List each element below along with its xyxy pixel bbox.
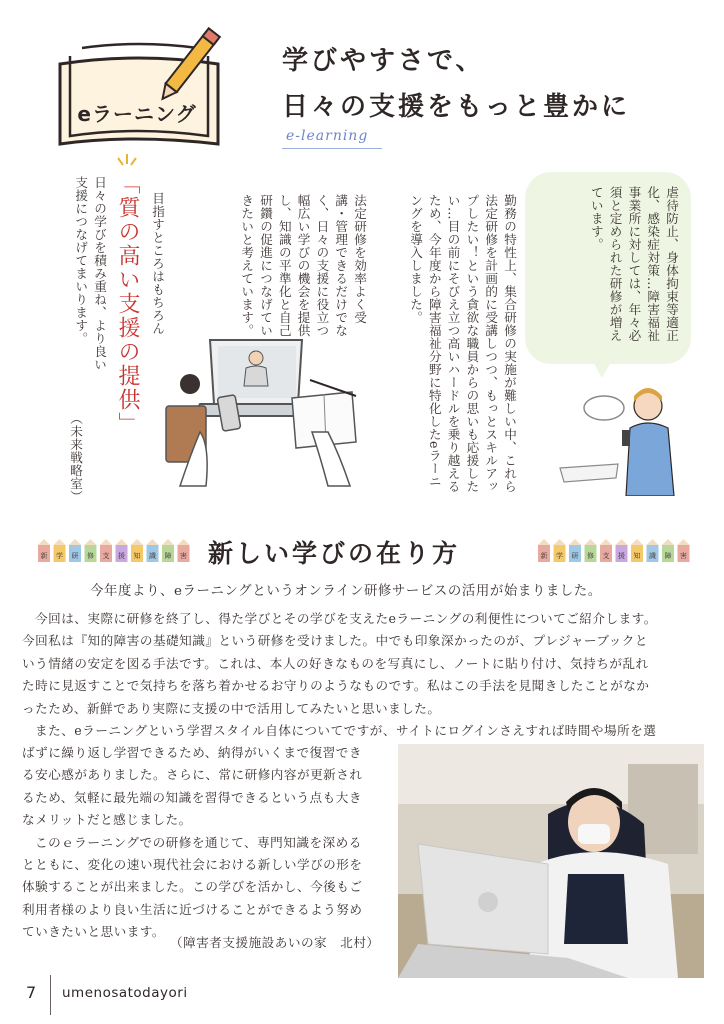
laptop-photo (398, 744, 704, 978)
highlight-quote: 「質の高い支援の提供」 (115, 172, 140, 436)
article2-paragraph1 (22, 608, 712, 742)
pencil-label: 害 (680, 552, 687, 560)
p2-first-line: また、eラーニングという学習スタイル自体についてですが、サイトにログインさえすれば時間や場所を選 (35, 723, 657, 739)
sparkle-icon (114, 152, 140, 170)
p3-line: 体験することが出来ました。この学びを活かし、今後もご (22, 879, 363, 895)
pencil-label: 識 (649, 552, 656, 560)
section-title: 新しい学びの在り方 (208, 539, 461, 568)
page-title-line1: 学びやすさで、 (282, 46, 485, 76)
article1-closing-text: 日々の学びを積み重ね、より良い支援につなげてまいります。 (73, 176, 107, 371)
pencil-tip (538, 539, 550, 545)
pencil-label: 新 (540, 552, 548, 560)
notebook-pencil-icon (42, 26, 242, 151)
article2-lead: 今年度より、eラーニングというオンライン研修サービスの活用が始まりました。 (90, 584, 602, 599)
bubble-text: 虐待防止、身体拘束等適正化、感染症対策…障害福祉事業所に対しては、年々必須と定められた研修が増えています。 (588, 186, 679, 342)
p3-line: ていきたいと思います。 (22, 924, 166, 940)
pencil-tip (131, 539, 143, 545)
speaker-illustration-icon (556, 378, 698, 496)
pencil-tip (54, 539, 66, 545)
pencil-label: 支 (102, 552, 110, 560)
page-title-line2: 日々の支援をもっと豊かに (282, 92, 631, 122)
pencil-label: 障 (664, 552, 672, 560)
goal-intro-text: 目指すところはもちろん (150, 192, 165, 335)
pencil-label: 支 (602, 552, 610, 560)
pencil-label: 識 (149, 552, 156, 560)
article1-main-text: 勤務の特性上、集合研修の実施が難しい中、これら法定研修を計画的に受講しつつ、もっとスキルアップしたい！という貪欲な職員からの思いも応援したい…目の前にそびえ立つ高いハードルを乗り越えるため、今年度から障害福祉分野に特化したeラーニングを導入しました。 (408, 194, 517, 493)
desk-laptop-illustration-icon (160, 336, 370, 496)
pencil-tip (600, 539, 612, 545)
p2-line: るため、気軽に最先端の知識を習得できるという点も大き (22, 789, 362, 805)
pencil-label: 新 (40, 552, 48, 560)
pencil-label: 知 (633, 552, 641, 560)
pencils-right-decoration-icon (534, 538, 694, 564)
pencil-label: 研 (571, 552, 579, 560)
pencil-label: 援 (118, 552, 125, 560)
pencil-tip (162, 539, 174, 545)
pencil-label: 障 (164, 552, 172, 560)
pencil-label: 知 (133, 552, 141, 560)
pencil-tip (178, 539, 190, 545)
pencil-tip (100, 539, 112, 545)
p3-line: このｅラーニングでの研修を通じて、専門知識を深める (35, 834, 362, 850)
pencils-left-decoration-icon (34, 538, 194, 564)
pencil-tip (569, 539, 581, 545)
p2-line: なメリットだと感じました。 (22, 812, 192, 828)
badge-label: eラーニング (77, 102, 197, 126)
pencil-tip (38, 539, 50, 545)
pencil-tip (69, 539, 81, 545)
pencil-tip (116, 539, 128, 545)
script-underline (282, 148, 382, 149)
p3-line: 利用者様のより良い生活に近づけることができるよう努め (22, 901, 363, 917)
p1-line: 今回は、実際に研修を終了し、得た学びとその学びを支えたeラーニングの利便性についてご紹介します。 (35, 611, 657, 626)
speech-bubble-tail (592, 360, 612, 378)
p3-line: とともに、変化の速い現代社会における新しい学びの形を (22, 857, 363, 873)
pencil-label: 援 (618, 552, 625, 560)
p1-line: 今回私は『知的障害の基礎知識』という研修を受けました。中でも印象深かったのが、プレジャーブックと (22, 633, 648, 649)
pencil-tip (554, 539, 566, 545)
pencil-tip (647, 539, 659, 545)
page-number: 7 (26, 983, 37, 1002)
pencil-label: 修 (587, 552, 594, 560)
pencil-tip (85, 539, 97, 545)
pencil-tip (631, 539, 643, 545)
title-script: e-learning (286, 128, 369, 144)
pencil-label: 学 (556, 552, 563, 560)
pencil-tip (147, 539, 159, 545)
pencil-tip (678, 539, 690, 545)
pencil-label: 学 (56, 552, 63, 560)
article1-author: （未来戦略室） (68, 412, 83, 503)
newsletter-name: umenosatodayori (62, 985, 188, 1001)
pencil-tip (585, 539, 597, 545)
pencil-label: 修 (87, 552, 94, 560)
article1-short-text: 法定研修を効率よく受講・管理できるだけでなく、日々の支援に役立つ幅広い学びの機会を提供し、知識の平準化と自己研鑽の促進につなげていきたいと考えています。 (239, 194, 367, 337)
article2-paragraph2 (22, 742, 392, 944)
pencil-label: 研 (71, 552, 79, 560)
footer-divider (50, 975, 51, 1015)
pencil-tip (616, 539, 628, 545)
p2-line: る安心感がありました。さらに、常に研修内容が更新され (22, 767, 363, 783)
p2-line: ばずに繰り返し学習できるため、納得がいくまで復習でき (22, 745, 362, 760)
p1-line: いう情緒の安定を図る手法です。これは、本人の好きなものを写真にし、ノートに貼り付け、気持ちが乱れ (22, 655, 649, 671)
pencil-label: 害 (180, 552, 187, 560)
article2-signature: （障害者支援施設あいの家 北村） (170, 935, 380, 950)
p1-line: ったため、新鮮であり実際に支援の中で活用してみたいと思いました。 (22, 700, 441, 716)
pencil-tip (662, 539, 674, 545)
p1-line: た時に見返すことで気持ちを落ち着かせるお守りのようなものです。私はこの手法を見聞きしたことがなか (22, 678, 650, 694)
